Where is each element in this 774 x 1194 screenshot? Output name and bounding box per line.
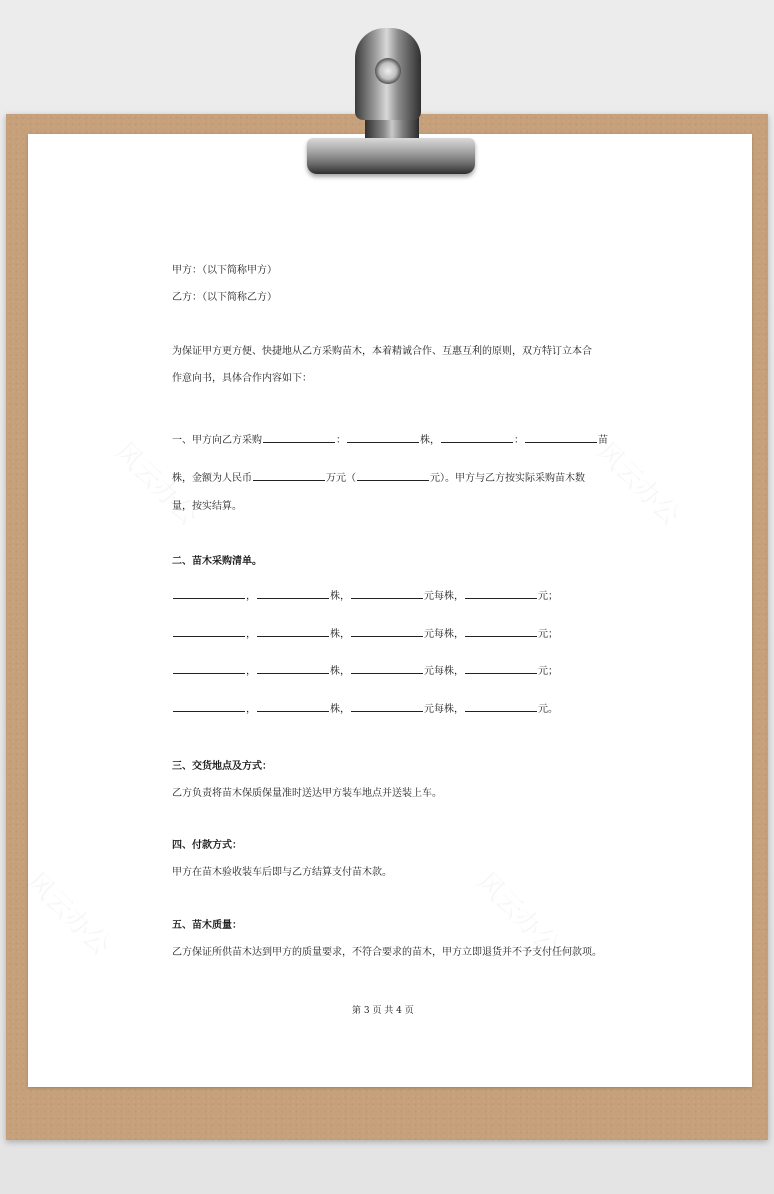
blank-field[interactable] <box>441 432 513 443</box>
section-4-title: 四、付款方式： <box>172 840 242 851</box>
clip-plate <box>307 138 475 174</box>
blank-field[interactable] <box>357 470 429 481</box>
section-4-body: 甲方在苗木验收装车后即与乙方结算支付苗木款。 <box>172 867 392 878</box>
blank-field[interactable] <box>351 588 423 599</box>
blank-field[interactable] <box>173 588 245 599</box>
blank-field[interactable] <box>173 626 245 637</box>
blank-field[interactable] <box>257 663 329 674</box>
section-3-body: 乙方负责将苗木保质保量准时送达甲方装车地点并送装上车。 <box>172 788 442 799</box>
section-5-body: 乙方保证所供苗木达到甲方的质量要求，不符合要求的苗木，甲方立即退货并不予支付任何款项。 <box>172 947 602 958</box>
blank-field[interactable] <box>257 701 329 712</box>
purchase-row: ， 株， 元每株， 元。 <box>172 701 558 715</box>
blank-field[interactable] <box>465 588 537 599</box>
party-a-line: 甲方：（以下简称甲方） <box>172 265 277 276</box>
intro-line-2: 作意向书，具体合作内容如下： <box>172 373 312 384</box>
purchase-row: ， 株， 元每株， 元； <box>172 663 558 677</box>
blank-field[interactable] <box>351 701 423 712</box>
section-1-line-1: 一、甲方向乙方采购 ： 株， ： 苗 <box>172 432 608 446</box>
blank-field[interactable] <box>173 701 245 712</box>
blank-field[interactable] <box>465 626 537 637</box>
blank-field[interactable] <box>257 588 329 599</box>
intro-line-1: 为保证甲方更方便、快捷地从乙方采购苗木，本着精诚合作、互惠互利的原则，双方特订立本合 <box>172 346 592 357</box>
watermark <box>20 863 120 963</box>
blank-field[interactable] <box>525 432 597 443</box>
section-3-title: 三、交货地点及方式： <box>172 761 272 772</box>
blank-field[interactable] <box>351 626 423 637</box>
blank-field[interactable] <box>347 432 419 443</box>
blank-field[interactable] <box>173 663 245 674</box>
blank-field[interactable] <box>253 470 325 481</box>
blank-field[interactable] <box>465 663 537 674</box>
party-b-line: 乙方：（以下简称乙方） <box>172 292 277 303</box>
document-paper <box>28 134 752 1087</box>
blank-field[interactable] <box>465 701 537 712</box>
watermark <box>590 433 690 533</box>
section-2-title: 二、苗木采购清单。 <box>172 556 262 567</box>
section-1-line-2: 株，金额为人民币 万元（ 元）。甲方与乙方按实际采购苗木数 <box>172 470 585 484</box>
blank-field[interactable] <box>351 663 423 674</box>
purchase-row: ， 株， 元每株， 元； <box>172 626 558 640</box>
page-number: 第 3 页 共 4 页 <box>352 1006 414 1016</box>
binder-clip-icon <box>355 28 421 120</box>
blank-field[interactable] <box>263 432 335 443</box>
section-5-title: 五、苗木质量： <box>172 920 242 931</box>
section-1-prefix: 一、甲方向乙方采购 <box>172 435 262 446</box>
section-1-line-3: 量，按实结算。 <box>172 501 242 512</box>
purchase-row: ， 株， 元每株， 元； <box>172 588 558 602</box>
blank-field[interactable] <box>257 626 329 637</box>
